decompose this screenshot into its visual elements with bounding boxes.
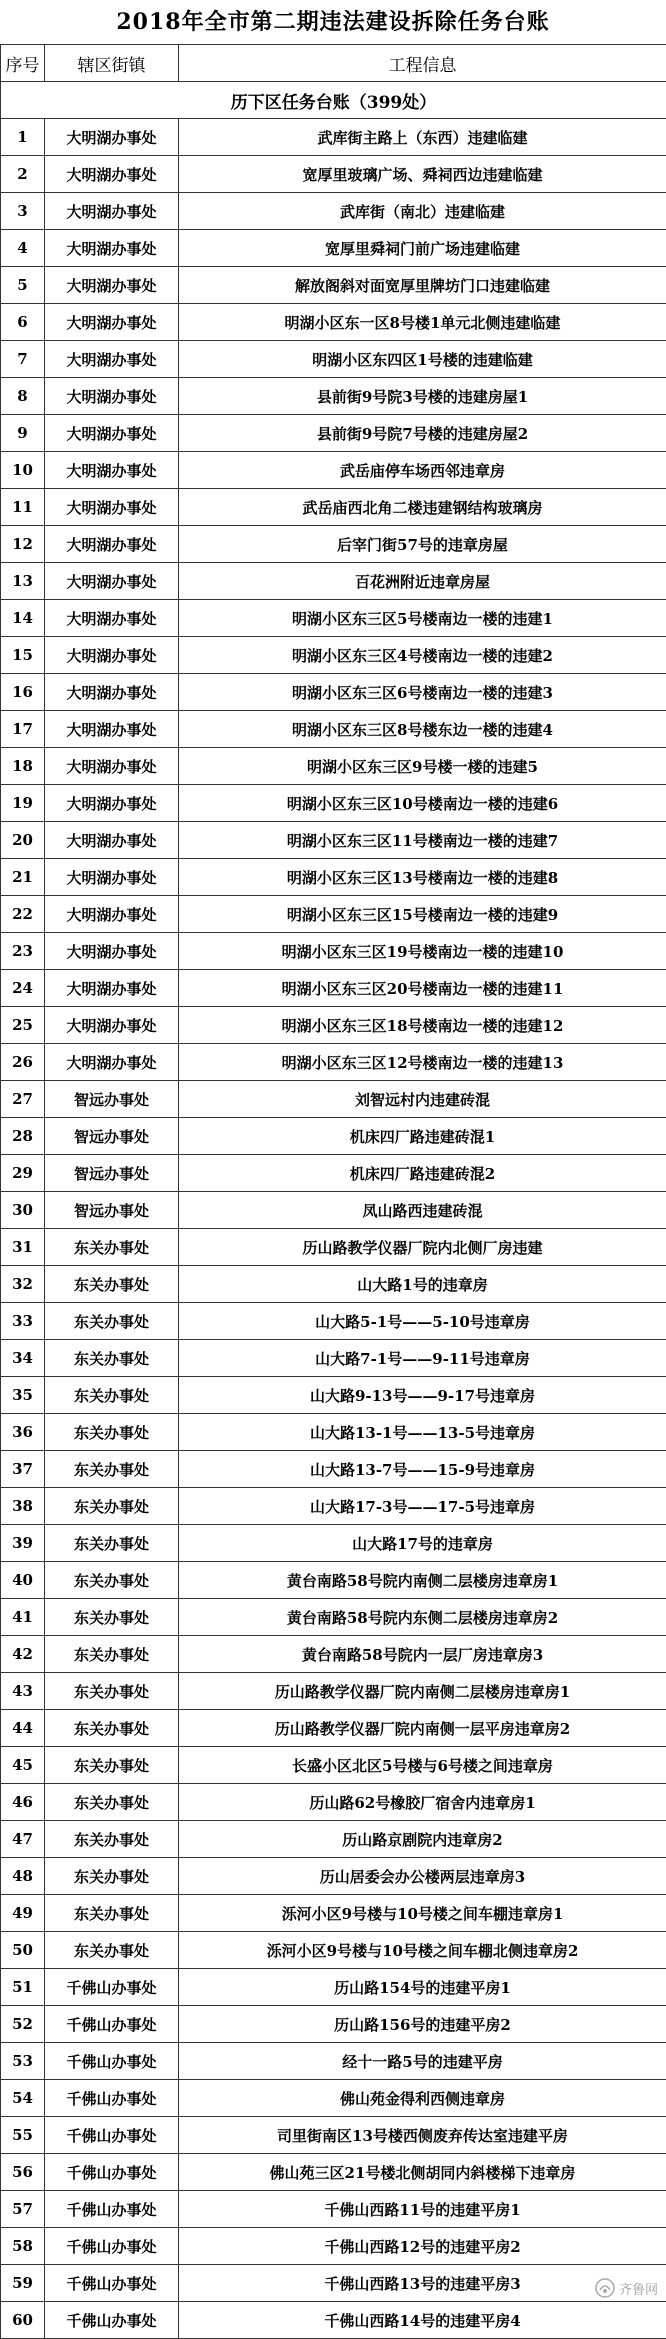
table-row bbox=[1, 1229, 666, 1266]
table-row bbox=[1, 230, 666, 267]
row-district: 智远办事处 bbox=[45, 1081, 179, 1118]
row-project-info: 山大路7-1号——9-11号违章房 bbox=[179, 1340, 666, 1377]
row-project-info: 武岳庙停车场西邻违章房 bbox=[179, 452, 666, 489]
table-row bbox=[1, 2265, 666, 2302]
table-row bbox=[1, 526, 666, 563]
row-district: 智远办事处 bbox=[45, 1155, 179, 1192]
row-index: 12 bbox=[1, 526, 45, 563]
row-index: 27 bbox=[1, 1081, 45, 1118]
row-index: 5 bbox=[1, 267, 45, 304]
table-row bbox=[1, 711, 666, 748]
row-district: 千佛山办事处 bbox=[45, 2228, 179, 2265]
table-row bbox=[1, 1858, 666, 1895]
row-district: 大明湖办事处 bbox=[45, 859, 179, 896]
table-row bbox=[1, 1155, 666, 1192]
section-title: 历下区任务台账（399处） bbox=[1, 82, 666, 119]
row-index: 44 bbox=[1, 1710, 45, 1747]
row-project-info: 明湖小区东三区4号楼南边一楼的违建2 bbox=[179, 637, 666, 674]
row-project-info: 明湖小区东三区5号楼南边一楼的违建1 bbox=[179, 600, 666, 637]
table-row bbox=[1, 1525, 666, 1562]
row-project-info: 历山路62号橡胶厂宿舍内违章房1 bbox=[179, 1784, 666, 1821]
table-row bbox=[1, 1007, 666, 1044]
row-index: 4 bbox=[1, 230, 45, 267]
table-row bbox=[1, 1710, 666, 1747]
row-index: 28 bbox=[1, 1118, 45, 1155]
table-row bbox=[1, 1599, 666, 1636]
row-index: 46 bbox=[1, 1784, 45, 1821]
row-index: 55 bbox=[1, 2117, 45, 2154]
row-index: 13 bbox=[1, 563, 45, 600]
row-project-info: 山大路13-7号——15-9号违章房 bbox=[179, 1451, 666, 1488]
row-district: 大明湖办事处 bbox=[45, 1044, 179, 1081]
table-row bbox=[1, 933, 666, 970]
row-project-info: 武岳庙西北角二楼违建钢结构玻璃房 bbox=[179, 489, 666, 526]
row-district: 千佛山办事处 bbox=[45, 2006, 179, 2043]
table-row bbox=[1, 748, 666, 785]
table-row bbox=[1, 1414, 666, 1451]
row-district: 大明湖办事处 bbox=[45, 563, 179, 600]
row-index: 23 bbox=[1, 933, 45, 970]
row-project-info: 历山路京剧院内违章房2 bbox=[179, 1821, 666, 1858]
row-district: 东关办事处 bbox=[45, 1451, 179, 1488]
row-district: 大明湖办事处 bbox=[45, 156, 179, 193]
row-project-info: 千佛山西路13号的违建平房3 bbox=[179, 2265, 666, 2302]
row-project-info: 司里街南区13号楼西侧废弃传达室违建平房 bbox=[179, 2117, 666, 2154]
qilu-logo-icon bbox=[595, 2278, 615, 2298]
table-row bbox=[1, 1340, 666, 1377]
table-row bbox=[1, 600, 666, 637]
table-row bbox=[1, 1081, 666, 1118]
row-index: 18 bbox=[1, 748, 45, 785]
row-project-info: 山大路13-1号——13-5号违章房 bbox=[179, 1414, 666, 1451]
row-project-info: 百花洲附近违章房屋 bbox=[179, 563, 666, 600]
row-index: 40 bbox=[1, 1562, 45, 1599]
row-district: 大明湖办事处 bbox=[45, 970, 179, 1007]
row-district: 大明湖办事处 bbox=[45, 119, 179, 156]
row-index: 57 bbox=[1, 2191, 45, 2228]
row-index: 60 bbox=[1, 2302, 45, 2339]
header-index: 序号 bbox=[1, 45, 45, 82]
table-row bbox=[1, 1673, 666, 1710]
row-index: 52 bbox=[1, 2006, 45, 2043]
row-project-info: 机床四厂路违建砖混2 bbox=[179, 1155, 666, 1192]
row-index: 39 bbox=[1, 1525, 45, 1562]
row-project-info: 黄台南路58号院内东侧二层楼房违章房2 bbox=[179, 1599, 666, 1636]
row-project-info: 明湖小区东一区8号楼1单元北侧违建临建 bbox=[179, 304, 666, 341]
row-project-info: 历山路教学仪器厂院内南侧二层楼房违章房1 bbox=[179, 1673, 666, 1710]
row-index: 3 bbox=[1, 193, 45, 230]
row-project-info: 山大路9-13号——9-17号违章房 bbox=[179, 1377, 666, 1414]
row-district: 大明湖办事处 bbox=[45, 711, 179, 748]
table-row bbox=[1, 304, 666, 341]
row-project-info: 武库街主路上（东西）违建临建 bbox=[179, 119, 666, 156]
row-district: 大明湖办事处 bbox=[45, 748, 179, 785]
row-project-info: 明湖小区东三区6号楼南边一楼的违建3 bbox=[179, 674, 666, 711]
row-district: 东关办事处 bbox=[45, 1562, 179, 1599]
row-district: 智远办事处 bbox=[45, 1192, 179, 1229]
row-district: 东关办事处 bbox=[45, 1784, 179, 1821]
row-project-info: 武库街（南北）违建临建 bbox=[179, 193, 666, 230]
row-district: 东关办事处 bbox=[45, 1599, 179, 1636]
row-project-info: 县前街9号院3号楼的违建房屋1 bbox=[179, 378, 666, 415]
row-district: 东关办事处 bbox=[45, 1932, 179, 1969]
table-row bbox=[1, 489, 666, 526]
table-row bbox=[1, 1192, 666, 1229]
header-district: 辖区街镇 bbox=[45, 45, 179, 82]
row-project-info: 佛山苑三区21号楼北侧胡同内斜楼梯下违章房 bbox=[179, 2154, 666, 2191]
row-index: 2 bbox=[1, 156, 45, 193]
row-district: 大明湖办事处 bbox=[45, 785, 179, 822]
table-row bbox=[1, 859, 666, 896]
row-index: 33 bbox=[1, 1303, 45, 1340]
row-project-info: 长盛小区北区5号楼与6号楼之间违章房 bbox=[179, 1747, 666, 1784]
row-district: 大明湖办事处 bbox=[45, 933, 179, 970]
row-index: 25 bbox=[1, 1007, 45, 1044]
row-project-info: 千佛山西路14号的违建平房4 bbox=[179, 2302, 666, 2339]
table-header-row bbox=[1, 45, 666, 82]
row-project-info: 明湖小区东三区11号楼南边一楼的违建7 bbox=[179, 822, 666, 859]
section-row bbox=[1, 82, 666, 119]
row-district: 东关办事处 bbox=[45, 1266, 179, 1303]
row-project-info: 历山路教学仪器厂院内北侧厂房违建 bbox=[179, 1229, 666, 1266]
task-ledger-table bbox=[0, 44, 666, 2339]
table-row bbox=[1, 785, 666, 822]
table-row bbox=[1, 1895, 666, 1932]
table-row bbox=[1, 2191, 666, 2228]
table-row bbox=[1, 1562, 666, 1599]
row-district: 大明湖办事处 bbox=[45, 600, 179, 637]
row-project-info: 明湖小区东三区9号楼一楼的违建5 bbox=[179, 748, 666, 785]
row-index: 34 bbox=[1, 1340, 45, 1377]
table-row bbox=[1, 2154, 666, 2191]
row-district: 大明湖办事处 bbox=[45, 452, 179, 489]
row-district: 大明湖办事处 bbox=[45, 267, 179, 304]
table-row bbox=[1, 637, 666, 674]
row-index: 20 bbox=[1, 822, 45, 859]
row-district: 千佛山办事处 bbox=[45, 2265, 179, 2302]
row-district: 千佛山办事处 bbox=[45, 2154, 179, 2191]
row-district: 东关办事处 bbox=[45, 1858, 179, 1895]
row-district: 东关办事处 bbox=[45, 1414, 179, 1451]
watermark bbox=[595, 2278, 658, 2298]
table-row bbox=[1, 1932, 666, 1969]
row-project-info: 明湖小区东三区18号楼南边一楼的违建12 bbox=[179, 1007, 666, 1044]
row-index: 14 bbox=[1, 600, 45, 637]
row-index: 11 bbox=[1, 489, 45, 526]
row-project-info: 佛山苑金得利西侧违章房 bbox=[179, 2080, 666, 2117]
row-project-info: 山大路1号的违章房 bbox=[179, 1266, 666, 1303]
row-project-info: 历山路154号的违建平房1 bbox=[179, 1969, 666, 2006]
row-district: 大明湖办事处 bbox=[45, 1007, 179, 1044]
row-district: 大明湖办事处 bbox=[45, 526, 179, 563]
row-district: 东关办事处 bbox=[45, 1747, 179, 1784]
row-project-info: 泺河小区9号楼与10号楼之间车棚北侧违章房2 bbox=[179, 1932, 666, 1969]
row-project-info: 明湖小区东三区19号楼南边一楼的违建10 bbox=[179, 933, 666, 970]
row-district: 东关办事处 bbox=[45, 1377, 179, 1414]
row-district: 东关办事处 bbox=[45, 1229, 179, 1266]
row-index: 47 bbox=[1, 1821, 45, 1858]
row-index: 32 bbox=[1, 1266, 45, 1303]
table-row bbox=[1, 2006, 666, 2043]
row-index: 21 bbox=[1, 859, 45, 896]
page-title: 2018年全市第二期违法建设拆除任务台账 bbox=[0, 0, 666, 44]
row-index: 16 bbox=[1, 674, 45, 711]
row-index: 19 bbox=[1, 785, 45, 822]
row-project-info: 经十一路5号的违建平房 bbox=[179, 2043, 666, 2080]
table-row bbox=[1, 1747, 666, 1784]
table-row bbox=[1, 1303, 666, 1340]
row-project-info: 千佛山西路12号的违建平房2 bbox=[179, 2228, 666, 2265]
row-project-info: 千佛山西路11号的违建平房1 bbox=[179, 2191, 666, 2228]
row-project-info: 明湖小区东三区12号楼南边一楼的违建13 bbox=[179, 1044, 666, 1081]
table-row bbox=[1, 415, 666, 452]
row-district: 大明湖办事处 bbox=[45, 304, 179, 341]
row-project-info: 山大路17-3号——17-5号违章房 bbox=[179, 1488, 666, 1525]
row-index: 48 bbox=[1, 1858, 45, 1895]
table-row bbox=[1, 156, 666, 193]
row-district: 大明湖办事处 bbox=[45, 230, 179, 267]
row-district: 大明湖办事处 bbox=[45, 822, 179, 859]
table-row bbox=[1, 1044, 666, 1081]
row-district: 千佛山办事处 bbox=[45, 1969, 179, 2006]
row-project-info: 明湖小区东三区8号楼东边一楼的违建4 bbox=[179, 711, 666, 748]
row-index: 29 bbox=[1, 1155, 45, 1192]
row-district: 千佛山办事处 bbox=[45, 2302, 179, 2339]
table-row bbox=[1, 1784, 666, 1821]
row-project-info: 凤山路西违建砖混 bbox=[179, 1192, 666, 1229]
row-index: 36 bbox=[1, 1414, 45, 1451]
row-district: 东关办事处 bbox=[45, 1821, 179, 1858]
row-district: 东关办事处 bbox=[45, 1340, 179, 1377]
table-row bbox=[1, 193, 666, 230]
row-index: 58 bbox=[1, 2228, 45, 2265]
row-project-info: 机床四厂路违建砖混1 bbox=[179, 1118, 666, 1155]
row-project-info: 后宰门街57号的违章房屋 bbox=[179, 526, 666, 563]
table-row bbox=[1, 1969, 666, 2006]
row-district: 大明湖办事处 bbox=[45, 489, 179, 526]
table-row bbox=[1, 1266, 666, 1303]
row-district: 大明湖办事处 bbox=[45, 193, 179, 230]
row-project-info: 黄台南路58号院内一层厂房违章房3 bbox=[179, 1636, 666, 1673]
row-index: 54 bbox=[1, 2080, 45, 2117]
table-row bbox=[1, 674, 666, 711]
table-row bbox=[1, 1488, 666, 1525]
row-district: 千佛山办事处 bbox=[45, 2191, 179, 2228]
row-index: 50 bbox=[1, 1932, 45, 1969]
row-index: 26 bbox=[1, 1044, 45, 1081]
row-project-info: 明湖小区东三区13号楼南边一楼的违建8 bbox=[179, 859, 666, 896]
row-index: 37 bbox=[1, 1451, 45, 1488]
row-project-info: 山大路5-1号——5-10号违章房 bbox=[179, 1303, 666, 1340]
row-district: 大明湖办事处 bbox=[45, 341, 179, 378]
row-index: 41 bbox=[1, 1599, 45, 1636]
row-index: 43 bbox=[1, 1673, 45, 1710]
row-index: 42 bbox=[1, 1636, 45, 1673]
row-index: 10 bbox=[1, 452, 45, 489]
table-row bbox=[1, 452, 666, 489]
row-district: 千佛山办事处 bbox=[45, 2043, 179, 2080]
row-project-info: 明湖小区东四区1号楼的违建临建 bbox=[179, 341, 666, 378]
row-district: 大明湖办事处 bbox=[45, 415, 179, 452]
row-district: 大明湖办事处 bbox=[45, 896, 179, 933]
row-project-info: 历山居委会办公楼两层违章房3 bbox=[179, 1858, 666, 1895]
row-index: 9 bbox=[1, 415, 45, 452]
table-row bbox=[1, 1451, 666, 1488]
table-row bbox=[1, 2080, 666, 2117]
row-index: 17 bbox=[1, 711, 45, 748]
table-row bbox=[1, 1636, 666, 1673]
row-index: 8 bbox=[1, 378, 45, 415]
row-district: 东关办事处 bbox=[45, 1303, 179, 1340]
row-district: 东关办事处 bbox=[45, 1710, 179, 1747]
table-row bbox=[1, 267, 666, 304]
table-row bbox=[1, 1821, 666, 1858]
row-project-info: 县前街9号院7号楼的违建房屋2 bbox=[179, 415, 666, 452]
table-row bbox=[1, 896, 666, 933]
row-district: 东关办事处 bbox=[45, 1525, 179, 1562]
table-row bbox=[1, 822, 666, 859]
row-index: 51 bbox=[1, 1969, 45, 2006]
table-row bbox=[1, 563, 666, 600]
table-row bbox=[1, 119, 666, 156]
row-index: 22 bbox=[1, 896, 45, 933]
row-project-info: 历山路教学仪器厂院内南侧一层平房违章房2 bbox=[179, 1710, 666, 1747]
row-district: 大明湖办事处 bbox=[45, 378, 179, 415]
row-district: 大明湖办事处 bbox=[45, 674, 179, 711]
table-row bbox=[1, 2302, 666, 2339]
table-row bbox=[1, 1377, 666, 1414]
row-district: 东关办事处 bbox=[45, 1895, 179, 1932]
row-district: 大明湖办事处 bbox=[45, 637, 179, 674]
row-district: 东关办事处 bbox=[45, 1673, 179, 1710]
row-project-info: 宽厚里玻璃广场、舜祠西边违建临建 bbox=[179, 156, 666, 193]
row-index: 38 bbox=[1, 1488, 45, 1525]
row-index: 49 bbox=[1, 1895, 45, 1932]
row-project-info: 明湖小区东三区10号楼南边一楼的违建6 bbox=[179, 785, 666, 822]
row-district: 千佛山办事处 bbox=[45, 2117, 179, 2154]
row-project-info: 黄台南路58号院内南侧二层楼房违章房1 bbox=[179, 1562, 666, 1599]
row-index: 45 bbox=[1, 1747, 45, 1784]
watermark-text: 齐鲁网 bbox=[619, 2279, 658, 2298]
table-row bbox=[1, 1118, 666, 1155]
row-project-info: 明湖小区东三区20号楼南边一楼的违建11 bbox=[179, 970, 666, 1007]
row-project-info: 历山路156号的违建平房2 bbox=[179, 2006, 666, 2043]
row-index: 6 bbox=[1, 304, 45, 341]
row-project-info: 山大路17号的违章房 bbox=[179, 1525, 666, 1562]
row-index: 35 bbox=[1, 1377, 45, 1414]
row-project-info: 宽厚里舜祠门前广场违建临建 bbox=[179, 230, 666, 267]
row-index: 56 bbox=[1, 2154, 45, 2191]
row-index: 30 bbox=[1, 1192, 45, 1229]
row-project-info: 解放阁斜对面宽厚里牌坊门口违建临建 bbox=[179, 267, 666, 304]
row-district: 东关办事处 bbox=[45, 1636, 179, 1673]
table-row bbox=[1, 378, 666, 415]
row-index: 1 bbox=[1, 119, 45, 156]
row-index: 59 bbox=[1, 2265, 45, 2302]
row-district: 智远办事处 bbox=[45, 1118, 179, 1155]
row-project-info: 刘智远村内违建砖混 bbox=[179, 1081, 666, 1118]
row-index: 24 bbox=[1, 970, 45, 1007]
table-row bbox=[1, 341, 666, 378]
row-project-info: 泺河小区9号楼与10号楼之间车棚违章房1 bbox=[179, 1895, 666, 1932]
row-index: 53 bbox=[1, 2043, 45, 2080]
row-index: 31 bbox=[1, 1229, 45, 1266]
header-project-info: 工程信息 bbox=[179, 45, 666, 82]
row-district: 东关办事处 bbox=[45, 1488, 179, 1525]
table-row bbox=[1, 970, 666, 1007]
table-row bbox=[1, 2117, 666, 2154]
row-index: 15 bbox=[1, 637, 45, 674]
row-district: 千佛山办事处 bbox=[45, 2080, 179, 2117]
table-row bbox=[1, 2043, 666, 2080]
table-row bbox=[1, 2228, 666, 2265]
row-project-info: 明湖小区东三区15号楼南边一楼的违建9 bbox=[179, 896, 666, 933]
row-index: 7 bbox=[1, 341, 45, 378]
